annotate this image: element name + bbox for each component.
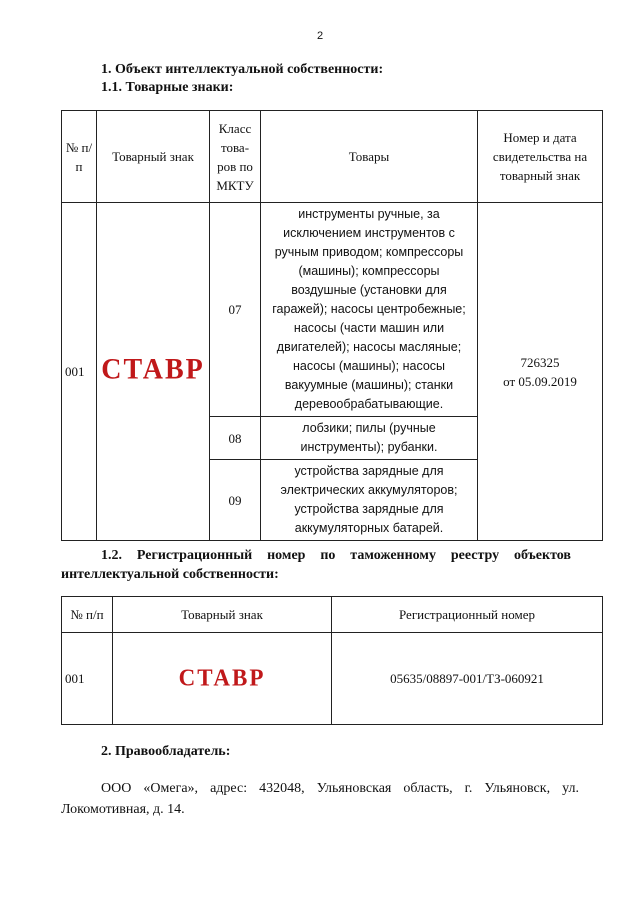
header-certificate: Номер и дата свидетельства на товарный знак [478, 111, 603, 203]
section1-heading: 1. Объект интеллектуальной собственности: [101, 62, 384, 77]
table-header-row [62, 597, 603, 633]
class-08: 08 [210, 417, 261, 460]
goods-08: лобзики; пилы (ручные инструменты); рубанки. [261, 417, 478, 460]
trademarks-table [61, 110, 603, 541]
holder-text: ООО «Омега», адрес: 432048, Ульяновская область, г. Ульяновск, ул. Локомотивная, д. 14. [61, 781, 579, 817]
trademark-logo-cell [113, 633, 332, 725]
header-reg-number: Регистрационный номер [332, 597, 603, 633]
class-09: 09 [210, 460, 261, 541]
section2-heading: 2. Правообладатель: [101, 744, 231, 759]
stavr-logo: СТАВР [101, 353, 205, 386]
header-num: № п/п [62, 597, 113, 633]
header-class: Класс това-ров по МКТУ [210, 111, 261, 203]
header-mark: Товарный знак [97, 111, 210, 203]
table-row [62, 203, 603, 417]
section12-heading: 1.2. Регистрационный номер по таможенному реестру объектов интеллектуальной собственности: [61, 548, 571, 582]
certificate-date: от 05.09.2019 [503, 373, 577, 389]
header-mark: Товарный знак [113, 597, 332, 633]
registry-table [61, 596, 603, 725]
section11-heading: 1.1. Товарные знаки: [101, 80, 234, 95]
certificate-cell [478, 203, 603, 541]
row-num: 001 [62, 203, 97, 541]
trademark-logo-cell [97, 203, 210, 541]
stavr-logo: СТАВР [178, 663, 266, 691]
goods-07: инструменты ручные, за исключением инструментов с ручным приводом; компрессоры (машины); компрессоры воздушные (установки для гаражей); насосы центробежные; насосы (части машин или двигателей); насосы масляные; насосы (машины); насосы вакуумные (машины); станки деревообрабатывающие. [261, 203, 478, 417]
certificate-number: 726325 [520, 354, 560, 370]
class-07: 07 [210, 203, 261, 417]
table-header-row [62, 111, 603, 203]
row-num: 001 [62, 633, 113, 725]
table-row [62, 633, 603, 725]
header-goods: Товары [261, 111, 478, 203]
reg-number: 05635/08897-001/ТЗ-060921 [332, 633, 603, 725]
header-num: № п/п [62, 111, 97, 203]
goods-09: устройства зарядные для электрических аккумуляторов; устройства зарядные для аккумуляторных батарей. [261, 460, 478, 541]
page-number: 2 [316, 30, 324, 42]
